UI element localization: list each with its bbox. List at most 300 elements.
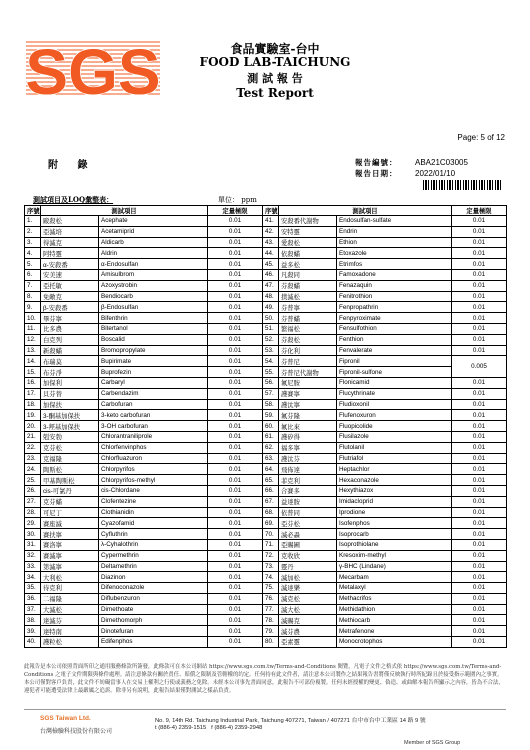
disclaimer-text: 此報告是本公司依照背面所印之通用服務條款所簽發，此條款可在本公司網站 https://www.sgs.com.tw/Terms-and-Conditions 閱覽，凡電子文件之格式依 https://www.sgs.com.tw/Terms-and-Conditions 之電子文件期限與條件處理。請注意條款有關於責任、賠償之限制及管轄權的約定。任何持有此文件者，請注意本公司製作之結果報告書將僅反映執行時所紀錄且於接受指示範圍內之事實。本公司僅對客戶負責，此文件不妨礙當事人在交易上權利之行使或義務之免除。未經本公司事先書面同意，此報告不可部份複製。任何未經授權的變更、偽造、或曲解本報告所顯示之內容，皆為不合法，違犯者可能遭受法律上最嚴厲之追訴。除非另有說明，此報告結果僅對測試之樣品負責。 bbox=[24, 664, 504, 694]
item-name-en: Fenpropathrin bbox=[337, 302, 452, 313]
item-name-en: cis-Chlordane bbox=[99, 485, 208, 496]
item-name-zh: 亞滅培 bbox=[41, 226, 99, 237]
row-number: 37. bbox=[25, 604, 41, 615]
quantitation-limit: 0.01 bbox=[452, 216, 507, 227]
row-number: 14. bbox=[25, 356, 41, 367]
quantitation-limit: 0.01 bbox=[452, 561, 507, 572]
row-number: 9. bbox=[25, 302, 41, 313]
table-row bbox=[25, 302, 507, 313]
table-row bbox=[25, 226, 507, 237]
quantitation-limit: 0.01 bbox=[452, 604, 507, 615]
table-row bbox=[25, 377, 507, 388]
table-row bbox=[25, 323, 507, 334]
item-name-en: Fenthion bbox=[337, 334, 452, 345]
quantitation-limit: 0.01 bbox=[208, 280, 263, 291]
table-header-row bbox=[25, 206, 507, 216]
item-name-en: Aldrin bbox=[99, 248, 208, 259]
table-row bbox=[25, 539, 507, 550]
quantitation-limit: 0.01 bbox=[452, 637, 507, 648]
quantitation-limit: 0.01 bbox=[208, 496, 263, 507]
item-name-en: Dimethomorph bbox=[99, 615, 208, 626]
quantitation-limit: 0.01 bbox=[208, 345, 263, 356]
table-row bbox=[25, 529, 507, 540]
table-row bbox=[25, 410, 507, 421]
row-number: 6. bbox=[25, 269, 41, 280]
item-name-zh: 飛佈達 bbox=[279, 464, 337, 475]
quantitation-limit: 0.01 bbox=[452, 323, 507, 334]
table-row bbox=[25, 442, 507, 453]
row-number: 58. bbox=[263, 399, 279, 410]
quantitation-limit: 0.01 bbox=[452, 399, 507, 410]
item-name-zh: 護賽寧 bbox=[279, 388, 337, 399]
row-number: 1. bbox=[25, 216, 41, 227]
quantitation-limit: 0.01 bbox=[452, 453, 507, 464]
table-row bbox=[25, 334, 507, 345]
row-number: 30. bbox=[25, 529, 41, 540]
item-name-zh: 亞賜圃 bbox=[279, 539, 337, 550]
quantitation-limit: 0.01 bbox=[208, 518, 263, 529]
item-name-en: Chlorpyrifos bbox=[99, 464, 208, 475]
item-name-en: Bupirimate bbox=[99, 356, 208, 367]
item-name-zh: 達滅芬 bbox=[41, 615, 99, 626]
item-name-en: Buprofezin bbox=[99, 367, 208, 378]
item-name-en: Etrimfos bbox=[337, 259, 452, 270]
lab-name-zh: 食品實驗室-台中 bbox=[230, 42, 320, 56]
row-number: 20. bbox=[25, 421, 41, 432]
row-number: 46. bbox=[263, 269, 279, 280]
quantitation-limit: 0.01 bbox=[208, 453, 263, 464]
report-number-label: 報告編號： bbox=[355, 158, 398, 167]
table-caption-title: 測試項目及LOQ彙整表： bbox=[33, 195, 114, 204]
quantitation-limit: 0.01 bbox=[452, 237, 507, 248]
quantitation-limit: 0.01 bbox=[208, 604, 263, 615]
quantitation-limit: 0.01 bbox=[208, 626, 263, 637]
item-name-zh: 可尼丁 bbox=[41, 507, 99, 518]
row-number: 29. bbox=[25, 518, 41, 529]
item-name-zh: 待克利 bbox=[41, 583, 99, 594]
item-name-zh: 益多松 bbox=[279, 259, 337, 270]
row-number: 26. bbox=[25, 485, 41, 496]
row-number: 5. bbox=[25, 259, 41, 270]
item-name-en: γ-BHC (Lindane) bbox=[337, 561, 452, 572]
fax-number: f (886-4) 2359-2948 bbox=[211, 725, 263, 731]
row-number: 31. bbox=[25, 539, 41, 550]
row-number: 33. bbox=[25, 561, 41, 572]
appendix-heading: 附 錄 bbox=[48, 160, 96, 171]
quantitation-limit: 0.01 bbox=[208, 377, 263, 388]
row-number: 19. bbox=[25, 410, 41, 421]
item-name-en: Methiocarb bbox=[337, 615, 452, 626]
item-name-zh: 賽座滅 bbox=[41, 518, 99, 529]
item-name-zh: β-安殺番 bbox=[41, 302, 99, 313]
row-number: 47. bbox=[263, 280, 279, 291]
item-name-zh: 芬普寧 bbox=[279, 302, 337, 313]
row-number: 77. bbox=[263, 604, 279, 615]
item-name-zh: 愛殺松 bbox=[279, 237, 337, 248]
quantitation-limit: 0.01 bbox=[452, 475, 507, 486]
row-number: 38. bbox=[25, 615, 41, 626]
row-number: 39. bbox=[25, 626, 41, 637]
item-name-zh: 賽洛寧 bbox=[41, 539, 99, 550]
row-number: 34. bbox=[25, 572, 41, 583]
quantitation-limit: 0.01 bbox=[452, 280, 507, 291]
item-name-en: Carbendazim bbox=[99, 388, 208, 399]
item-name-zh: 芬普尼 bbox=[279, 356, 337, 367]
table-caption bbox=[33, 195, 257, 205]
item-name-zh: 賽扶寧 bbox=[41, 529, 99, 540]
item-name-en: Aldicarb bbox=[99, 237, 208, 248]
item-name-en: Bifenthrin bbox=[99, 313, 208, 324]
quantitation-limit: 0.01 bbox=[208, 302, 263, 313]
item-name-en: Fipronil-sulfone bbox=[337, 367, 452, 378]
quantitation-limit: 0.01 bbox=[208, 464, 263, 475]
table-row bbox=[25, 637, 507, 648]
item-name-zh: 亞芬松 bbox=[279, 518, 337, 529]
item-name-zh: 白克列 bbox=[41, 334, 99, 345]
item-name-en: Imidacloprid bbox=[337, 496, 452, 507]
item-name-en: Amisulbrom bbox=[99, 269, 208, 280]
item-name-en: Acetamiprid bbox=[99, 226, 208, 237]
quantitation-limit: 0.01 bbox=[208, 334, 263, 345]
row-number: 24. bbox=[25, 464, 41, 475]
sgs-logo bbox=[24, 32, 162, 102]
item-name-en: Azoxystrobin bbox=[99, 280, 208, 291]
item-name-zh: 氟芬隆 bbox=[279, 410, 337, 421]
item-name-en: Flusilazole bbox=[337, 431, 452, 442]
table-row bbox=[25, 453, 507, 464]
loq-table bbox=[24, 205, 507, 648]
item-name-en: 3-keto carbofuran bbox=[99, 410, 208, 421]
row-number: 7. bbox=[25, 280, 41, 291]
table-row bbox=[25, 291, 507, 302]
item-name-zh: 二福隆 bbox=[41, 593, 99, 604]
quantitation-limit: 0.01 bbox=[452, 539, 507, 550]
quantitation-limit: 0.01 bbox=[452, 507, 507, 518]
row-number: 45. bbox=[263, 259, 279, 270]
item-name-en: Dinotefuran bbox=[99, 626, 208, 637]
item-name-en: Metalaxyl bbox=[337, 583, 452, 594]
table-row bbox=[25, 485, 507, 496]
item-name-zh: 安美速 bbox=[41, 269, 99, 280]
item-name-zh: 賽滅寧 bbox=[41, 550, 99, 561]
quantitation-limit: 0.01 bbox=[208, 442, 263, 453]
item-name-en: Famoxadone bbox=[337, 269, 452, 280]
row-number: 69. bbox=[263, 518, 279, 529]
quantitation-limit: 0.01 bbox=[208, 259, 263, 270]
quantitation-limit: 0.01 bbox=[452, 626, 507, 637]
table-row bbox=[25, 345, 507, 356]
table-row bbox=[25, 388, 507, 399]
item-name-en: Flucythrinate bbox=[337, 388, 452, 399]
quantitation-limit: 0.01 bbox=[208, 269, 263, 280]
item-name-zh: 護矽得 bbox=[279, 431, 337, 442]
quantitation-limit: 0.01 bbox=[452, 313, 507, 324]
table-row bbox=[25, 626, 507, 637]
item-name-zh: 滅大松 bbox=[279, 604, 337, 615]
table-row bbox=[25, 313, 507, 324]
row-number: 61. bbox=[263, 431, 279, 442]
item-name-en: Cyazofamid bbox=[99, 518, 208, 529]
table-row bbox=[25, 367, 507, 378]
item-name-zh: 加保扶 bbox=[41, 399, 99, 410]
col-header-item: 測試項目 bbox=[279, 206, 452, 216]
row-number: 23. bbox=[25, 453, 41, 464]
row-number: 68. bbox=[263, 507, 279, 518]
row-number: 3. bbox=[25, 237, 41, 248]
item-name-zh: 滅達樂 bbox=[279, 583, 337, 594]
row-number: 78. bbox=[263, 615, 279, 626]
item-name-en: Flutriafol bbox=[337, 453, 452, 464]
row-number: 63. bbox=[263, 453, 279, 464]
item-name-zh: 滅必蝨 bbox=[279, 529, 337, 540]
item-name-zh: 毆殺松 bbox=[41, 216, 99, 227]
item-name-en: Isofenphos bbox=[337, 518, 452, 529]
quantitation-limit: 0.01 bbox=[452, 226, 507, 237]
row-number: 67. bbox=[263, 496, 279, 507]
table-row bbox=[25, 615, 507, 626]
item-name-en: Cypermethrin bbox=[99, 550, 208, 561]
item-name-en: Endrin bbox=[337, 226, 452, 237]
quantitation-limit: 0.01 bbox=[208, 421, 263, 432]
item-name-en: Metrafenone bbox=[337, 626, 452, 637]
item-name-en: α-Endosulfan bbox=[99, 259, 208, 270]
table-row bbox=[25, 518, 507, 529]
row-number: 48. bbox=[263, 291, 279, 302]
quantitation-limit: 0.01 bbox=[208, 615, 263, 626]
report-date-label: 報告日期： bbox=[355, 169, 398, 178]
row-number: 71. bbox=[263, 539, 279, 550]
row-number: 8. bbox=[25, 291, 41, 302]
quantitation-limit: 0.01 bbox=[208, 583, 263, 594]
barcode bbox=[423, 180, 503, 190]
row-number: 65. bbox=[263, 475, 279, 486]
item-name-zh: 阿特靈 bbox=[41, 248, 99, 259]
quantitation-limit: 0.01 bbox=[208, 237, 263, 248]
table-row bbox=[25, 421, 507, 432]
item-name-zh: 合賽多 bbox=[279, 485, 337, 496]
row-number: 32. bbox=[25, 550, 41, 561]
report-date bbox=[355, 168, 455, 179]
quantitation-limit: 0.01 bbox=[208, 226, 263, 237]
row-number: 79. bbox=[263, 626, 279, 637]
quantitation-limit: 0.01 bbox=[452, 269, 507, 280]
item-name-zh: 達特南 bbox=[41, 626, 99, 637]
quantitation-limit: 0.01 bbox=[452, 410, 507, 421]
quantitation-limit: 0.01 bbox=[452, 302, 507, 313]
table-row bbox=[25, 356, 507, 367]
item-name-en: Flufenoxuron bbox=[337, 410, 452, 421]
row-number: 42. bbox=[263, 226, 279, 237]
table-row bbox=[25, 269, 507, 280]
row-number: 40. bbox=[25, 637, 41, 648]
member-of-group: Member of SGS Group bbox=[404, 740, 461, 746]
row-number: 43. bbox=[263, 237, 279, 248]
table-row bbox=[25, 604, 507, 615]
item-name-zh: 貝芬替 bbox=[41, 388, 99, 399]
row-number: 35. bbox=[25, 583, 41, 594]
quantitation-limit: 0.01 bbox=[452, 593, 507, 604]
row-number: 72. bbox=[263, 550, 279, 561]
item-name-en: Methacrifos bbox=[337, 593, 452, 604]
report-number bbox=[355, 157, 468, 168]
item-name-en: Dimethoate bbox=[99, 604, 208, 615]
table-row bbox=[25, 583, 507, 594]
item-name-en: Deltamethrin bbox=[99, 561, 208, 572]
item-name-zh: cis-可氯丹 bbox=[41, 485, 99, 496]
item-name-zh: 大利松 bbox=[41, 572, 99, 583]
sgs-logo-text: SGS bbox=[25, 36, 161, 102]
quantitation-limit: 0.01 bbox=[208, 529, 263, 540]
row-number: 10. bbox=[25, 313, 41, 324]
quantitation-limit: 0.01 bbox=[208, 216, 263, 227]
item-name-zh: 畢芬寧 bbox=[41, 313, 99, 324]
quantitation-limit: 0.01 bbox=[208, 291, 263, 302]
item-name-en: Bendiocarb bbox=[99, 291, 208, 302]
item-name-zh: 陶斯松 bbox=[41, 464, 99, 475]
quantitation-limit: 0.01 bbox=[452, 583, 507, 594]
table-row bbox=[25, 280, 507, 291]
item-name-en: Chlorantraniliprole bbox=[99, 431, 208, 442]
item-name-en: 3-OH carbofuran bbox=[99, 421, 208, 432]
quantitation-limit: 0.01 bbox=[208, 367, 263, 378]
item-name-zh: 大滅松 bbox=[41, 604, 99, 615]
quantitation-limit: 0.01 bbox=[208, 561, 263, 572]
quantitation-limit: 0.01 bbox=[452, 248, 507, 259]
item-name-en: λ-Cyhalothrin bbox=[99, 539, 208, 550]
item-name-zh: 菲克利 bbox=[279, 475, 337, 486]
row-number: 18. bbox=[25, 399, 41, 410]
item-name-zh: 繁福松 bbox=[279, 323, 337, 334]
row-number: 56. bbox=[263, 377, 279, 388]
item-name-en: Isoprothiolane bbox=[337, 539, 452, 550]
item-name-en: Fludioxonil bbox=[337, 399, 452, 410]
row-number: 51. bbox=[263, 323, 279, 334]
item-name-zh: 安特靈 bbox=[279, 226, 337, 237]
item-name-zh: 護汰寧 bbox=[279, 399, 337, 410]
quantitation-limit: 0.01 bbox=[452, 291, 507, 302]
report-date-value: 2022/01/10 bbox=[415, 169, 456, 178]
item-name-zh: 滅加松 bbox=[279, 572, 337, 583]
row-number: 64. bbox=[263, 464, 279, 475]
item-name-en: Fensulfothion bbox=[337, 323, 452, 334]
lab-name-en: FOOD LAB-TAICHUNG bbox=[199, 55, 351, 69]
table-row bbox=[25, 572, 507, 583]
quantitation-limit: 0.01 bbox=[208, 248, 263, 259]
quantitation-limit: 0.01 bbox=[208, 637, 263, 648]
table-row bbox=[25, 216, 507, 227]
row-number: 60. bbox=[263, 421, 279, 432]
row-number: 27. bbox=[25, 496, 41, 507]
item-name-zh: 甲基陶斯松 bbox=[41, 475, 99, 486]
table-row bbox=[25, 464, 507, 475]
table-row bbox=[25, 475, 507, 486]
row-number: 36. bbox=[25, 593, 41, 604]
item-name-zh: 剋安勃 bbox=[41, 431, 99, 442]
item-name-en: Ethion bbox=[337, 237, 452, 248]
table-row bbox=[25, 507, 507, 518]
item-name-en: Carbofuran bbox=[99, 399, 208, 410]
quantitation-limit: 0.01 bbox=[452, 572, 507, 583]
quantitation-limit: 0.01 bbox=[208, 475, 263, 486]
row-number: 59. bbox=[263, 410, 279, 421]
item-name-zh: 3-羥基加保扶 bbox=[41, 421, 99, 432]
item-name-en: Fenpyroximate bbox=[337, 313, 452, 324]
item-name-zh: 免敵克 bbox=[41, 291, 99, 302]
item-name-en: Kresoxim-methyl bbox=[337, 550, 452, 561]
table-row bbox=[25, 399, 507, 410]
report-number-value: ABA21C03005 bbox=[415, 158, 468, 167]
table-row bbox=[25, 237, 507, 248]
row-number: 52. bbox=[263, 334, 279, 345]
item-name-en: Isoprocarb bbox=[337, 529, 452, 540]
row-number: 54. bbox=[263, 356, 279, 367]
row-number: 80. bbox=[263, 637, 279, 648]
table-row bbox=[25, 550, 507, 561]
quantitation-limit: 0.01 bbox=[208, 323, 263, 334]
row-number: 16. bbox=[25, 377, 41, 388]
table-row bbox=[25, 496, 507, 507]
page-number: Page: 5 of 12 bbox=[457, 133, 505, 142]
phone-number: t (886-4) 2359-1515 bbox=[155, 725, 207, 731]
table-body bbox=[25, 216, 507, 648]
item-name-zh: 加保利 bbox=[41, 377, 99, 388]
col-header-no: 序號 bbox=[25, 206, 41, 216]
item-name-zh: 克收欣 bbox=[279, 550, 337, 561]
quantitation-limit: 0.01 bbox=[208, 399, 263, 410]
item-name-en: Etoxazole bbox=[337, 248, 452, 259]
item-name-en: Chlorfenvinphos bbox=[99, 442, 208, 453]
row-number: 73. bbox=[263, 561, 279, 572]
item-name-en: Bitertanol bbox=[99, 323, 208, 334]
unit-value: ppm bbox=[241, 196, 257, 204]
item-name-zh: 滅賜克 bbox=[279, 615, 337, 626]
quantitation-limit: 0.01 bbox=[208, 485, 263, 496]
company-name-en: SGS Taiwan Ltd. bbox=[40, 715, 91, 722]
row-number: 21. bbox=[25, 431, 41, 442]
quantitation-limit: 0.01 bbox=[452, 518, 507, 529]
item-name-en: Mecarbam bbox=[337, 572, 452, 583]
item-name-zh: 比多農 bbox=[41, 323, 99, 334]
col-header-limit: 定量極限 bbox=[208, 206, 263, 216]
unit-indicator bbox=[218, 195, 257, 205]
quantitation-limit: 0.01 bbox=[208, 431, 263, 442]
row-number: 13. bbox=[25, 345, 41, 356]
row-number: 4. bbox=[25, 248, 41, 259]
item-name-en: Fipronil bbox=[337, 356, 452, 367]
item-name-zh: 克福隆 bbox=[41, 453, 99, 464]
quantitation-limit: 0.01 bbox=[452, 464, 507, 475]
item-name-en: Difenoconazole bbox=[99, 583, 208, 594]
col-header-no: 序號 bbox=[263, 206, 279, 216]
item-name-zh: 芬殺蟎 bbox=[279, 280, 337, 291]
item-name-en: Flonicamid bbox=[337, 377, 452, 388]
item-name-en: Boscalid bbox=[99, 334, 208, 345]
item-name-en: Monocrotophos bbox=[337, 637, 452, 648]
quantitation-limit: 0.01 bbox=[452, 345, 507, 356]
table-row bbox=[25, 431, 507, 442]
row-number: 66. bbox=[263, 485, 279, 496]
row-number: 17. bbox=[25, 388, 41, 399]
row-number: 62. bbox=[263, 442, 279, 453]
item-name-zh: 滅克松 bbox=[279, 593, 337, 604]
item-name-zh: 護汰芬 bbox=[279, 453, 337, 464]
quantitation-limit: 0.01 bbox=[452, 550, 507, 561]
row-number: 25. bbox=[25, 475, 41, 486]
item-name-zh: 亞托敏 bbox=[41, 280, 99, 291]
row-number: 12. bbox=[25, 334, 41, 345]
row-number: 53. bbox=[263, 345, 279, 356]
report-title-zh: 測 試 報 告 bbox=[247, 72, 303, 85]
